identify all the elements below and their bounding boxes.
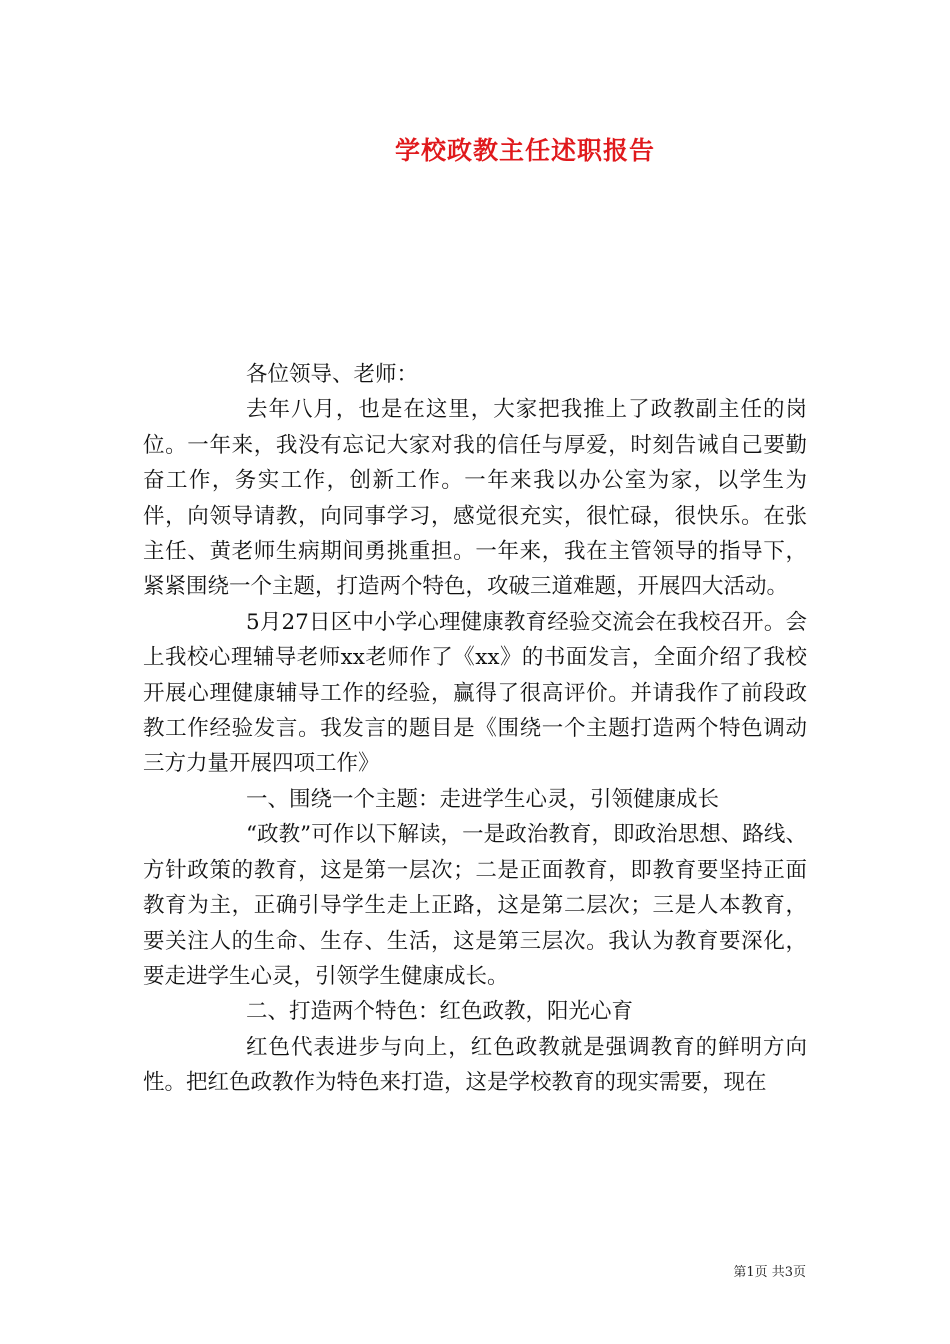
paragraph-intro: 去年八月，也是在这里，大家把我推上了政教副主任的岗位。一年来，我没有忘记大家对我的信任与厚爱，时刻告诫自己要勤奋工作，务实工作，创新工作。一年来我以办公室为家，以学生为伴，向领导请教，向同事学习，感觉很充实，很忙碌，很快乐。在张主任、黄老师生病期间勇挑重担。一年来，我在主管领导的指导下，紧紧围绕一个主题，打造两个特色，攻破三道难题，开展四大活动。 [143, 397, 807, 600]
paragraph-meeting: 5月27日区中小学心理健康教育经验交流会在我校召开。会上我校心理辅导老师xx老师作了《xx》的书面发言，全面介绍了我校开展心理健康辅导工作的经验，赢得了很高评价。并请我作了前段政教工作经验发言。我发言的题目是《围绕一个主题打造两个特色调动三方力量开展四项工作》 [143, 609, 807, 777]
page-footer: 第1页 共3页 [733, 1265, 806, 1280]
document-title: 学校政教主任述职报告 [394, 136, 655, 165]
document-body [143, 357, 807, 1101]
paragraph-zhengjiao: “政教”可作以下解读，一是政治教育，即政治思想、路线、方针政策的教育，这是第一层次；二是正面教育，即教育要坚持正面教育为主，正确引导学生走上正路，这是第二层次；三是人本教育，要关注人的生命、生存、生活，这是第三层次。我认为教育要深化，要走进学生心灵，引领学生健康成长。 [143, 822, 807, 989]
salutation: 各位领导、老师： [246, 362, 419, 387]
section-heading-1: 一、围绕一个主题：走进学生心灵，引领健康成长 [246, 786, 720, 812]
paragraph-red-education: 红色代表进步与向上，红色政教就是强调教育的鲜明方向性。把红色政教作为特色来打造，这是学校教育的现实需要，现在 [143, 1034, 807, 1096]
section-heading-2: 二、打造两个特色：红色政教，阳光心育 [246, 999, 634, 1025]
